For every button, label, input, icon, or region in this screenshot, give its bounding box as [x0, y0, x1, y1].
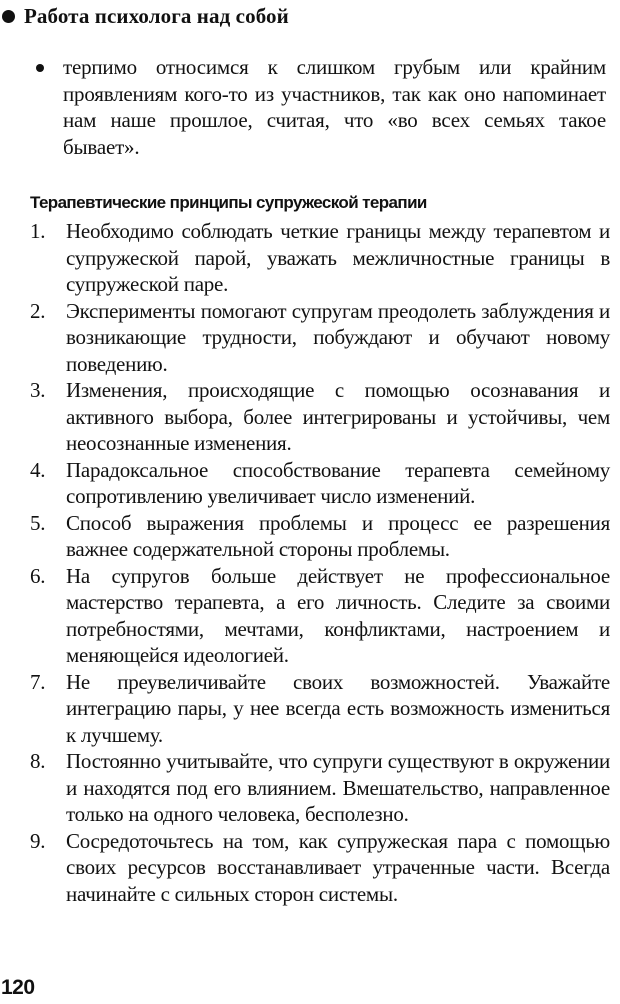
- item-text: Изменения, происходящие с помощью осознавания и активного выбора, более интегрированы и устойчивы, чем неосознанные изменения.: [66, 378, 610, 455]
- small-bullet-icon: [36, 64, 44, 72]
- item-number: 9.: [30, 828, 46, 853]
- list-item: [30, 748, 610, 828]
- section-heading: Терапевтические принципы супружеской терапии: [30, 193, 427, 212]
- item-number: 1.: [30, 219, 46, 243]
- list-item: [30, 510, 610, 563]
- item-text: Парадоксальное способствование терапевта семейному сопротивлению увеличивает число изменений.: [66, 457, 610, 508]
- item-number: 4.: [30, 457, 46, 482]
- list-item: [30, 563, 610, 669]
- list-item: [30, 298, 610, 378]
- item-text: Способ выражения проблемы и процесс ее разрешения важнее содержательной стороны проблемы.: [66, 510, 610, 561]
- item-number: 8.: [30, 749, 46, 773]
- item-text: Не преувеличивайте своих возможностей. Уважайте интеграцию пары, у нее всегда есть возможность измениться к лучшему.: [66, 669, 610, 747]
- item-number: 3.: [30, 378, 46, 402]
- item-text: Сосредоточьтесь на том, как супружеская пара с помощью своих ресурсов восстанавливает утраченные части. Всегда начинайте с сильных сторон системы.: [66, 828, 610, 906]
- item-text: Необходимо соблюдать четкие границы между терапевтом и супружеской парой, уважать межличностные границы в супружеской паре.: [66, 219, 610, 296]
- filled-circle-icon: [2, 10, 15, 23]
- chapter-title: Работа психолога над собой: [24, 4, 289, 28]
- item-number: 5.: [30, 510, 46, 535]
- list-item: [30, 377, 610, 457]
- item-text: Эксперименты помогают супругам преодолеть заблуждения и возникающие трудности, побуждают и обучают новому поведению.: [66, 298, 610, 376]
- list-item: [30, 669, 610, 749]
- bullet-item-text: терпимо относимся к слишком грубым или крайним проявлениям кого-то из участников, так как оно напоминает нам наше прошлое, считая, что «во всех семьях такое бывает».: [63, 55, 606, 159]
- list-item: [30, 457, 610, 510]
- item-number: 2.: [30, 298, 46, 323]
- principles-list: [30, 218, 610, 907]
- item-number: 6.: [30, 563, 46, 588]
- page-number: 120: [1, 976, 35, 999]
- list-item: [30, 218, 610, 298]
- item-text: На супругов больше действует не профессиональное мастерство терапевта, а его личность. Следите за своими потребностями, мечтами, конфликтами, настроением и меняющейся идеологией.: [66, 563, 610, 667]
- item-text: Постоянно учитывайте, что супруги существуют в окружении и находятся под его влиянием. Вмешательство, направленное только на одного человека, бесполезно.: [66, 749, 610, 826]
- list-item: [30, 828, 610, 908]
- item-number: 7.: [30, 669, 46, 694]
- bullet-list-item: [36, 54, 606, 160]
- running-header: [2, 4, 289, 28]
